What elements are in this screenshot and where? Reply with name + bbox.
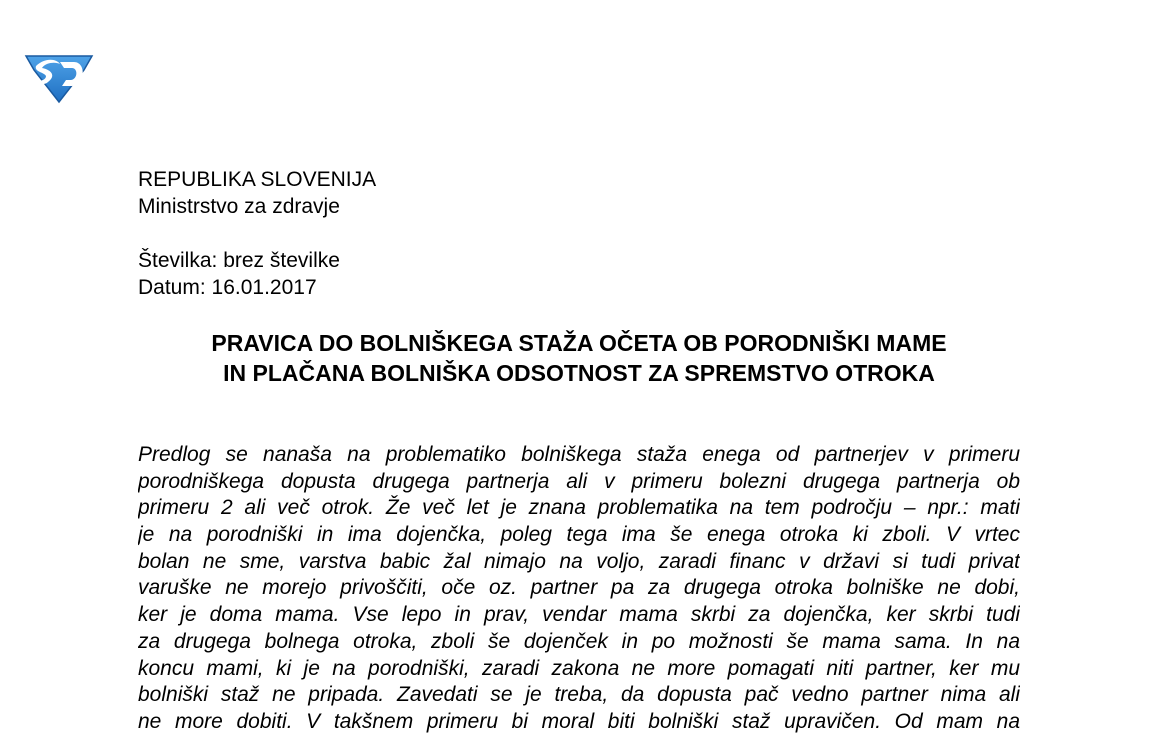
body-line: za drugega bolnega otroka, zboli še dojenček in po možnosti še mama sama. In na [138, 629, 1020, 653]
document-title [138, 328, 1020, 388]
title-line-1: PRAVICA DO BOLNIŠKEGA STAŽA OČETA OB PORODNIŠKI MAME [211, 330, 947, 356]
body-line: Predlog se nanaša na problematiko bolniškega staža enega od partnerjev v primeru [138, 443, 1020, 466]
body-line: koncu mami, ki je na porodniški, zaradi zakona ne more pomagati niti partner, ker mu [138, 656, 1020, 680]
body-line: bolan ne sme, varstva babic žal nimajo na voljo, zaradi financ v državi si tudi privat [138, 549, 1020, 573]
sd-logo-icon [22, 48, 96, 104]
body-line: varuške ne morejo privoščiti, oče oz. partner pa za drugega otroka bolniške ne dobi, [138, 576, 1020, 600]
body-paragraph [138, 442, 1020, 736]
document-header [138, 166, 376, 301]
ministry-label: Ministrstvo za zdravje [138, 195, 340, 218]
body-line: primeru 2 ali več otrok. Že več let je znana problematika na tem področju – npr.: mati [138, 496, 1020, 520]
document-number: Številka: brez številke [138, 249, 340, 272]
body-line: je na porodniški in ima dojenčka, poleg tega ima še enega otroka ki zboli. V vrtec [138, 523, 1020, 547]
body-line: porodniškega dopusta drugega partnerja ali v primeru bolezni drugega partnerja ob [138, 469, 1020, 493]
body-line: ne more dobiti. V takšnem primeru bi moral biti bolniški staž upravičen. Od mam na [138, 709, 1020, 733]
body-line: bolniški staž ne pripada. Zavedati se je treba, da dopusta pač vedno partner nima ali [138, 683, 1020, 707]
republic-label: REPUBLIKA SLOVENIJA [138, 168, 377, 191]
document-date: Datum: 16.01.2017 [138, 276, 317, 299]
title-line-2: IN PLAČANA BOLNIŠKA ODSOTNOST ZA SPREMSTVO OTROKA [223, 360, 935, 386]
body-line: ker je doma mama. Vse lepo in prav, vendar mama skrbi za dojenčka, ker skrbi tudi [138, 603, 1020, 627]
